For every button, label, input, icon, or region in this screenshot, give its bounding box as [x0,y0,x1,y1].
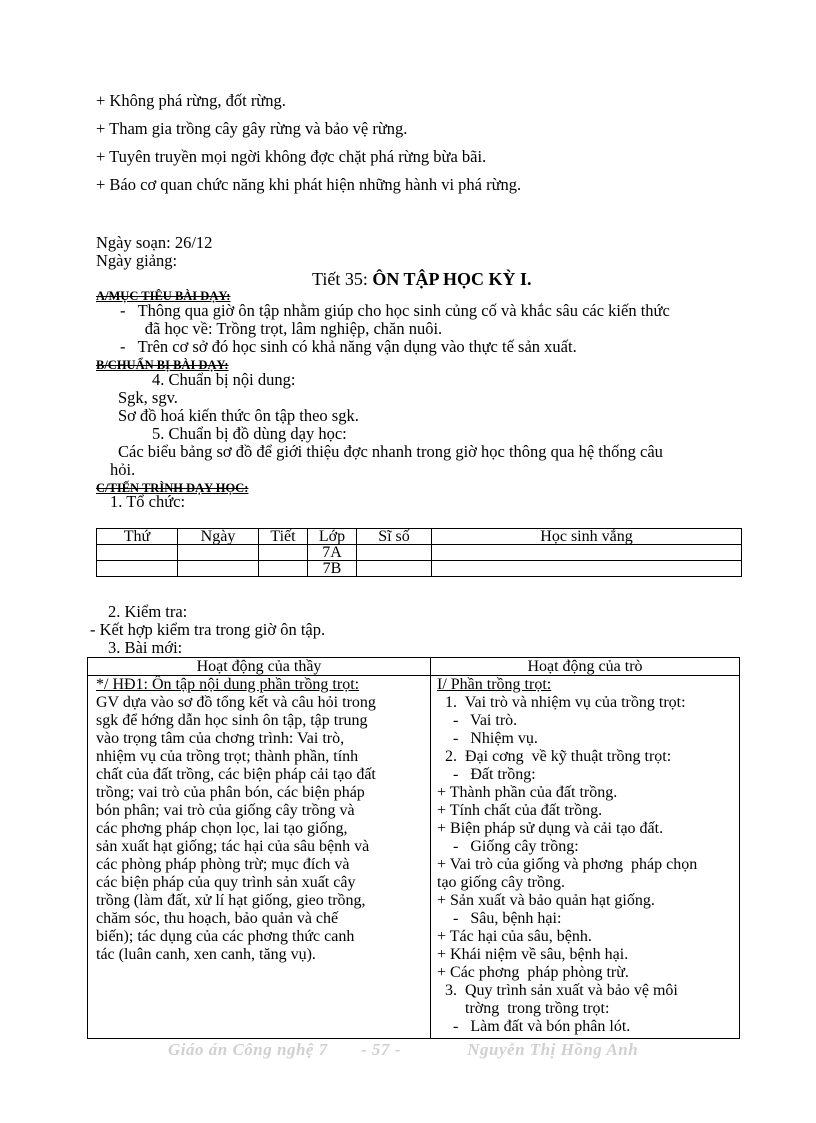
section-b-heading: B/CHUẨN BỊ BÀI DẠY: [96,358,229,372]
student-line: tạo giống cây trồng. [437,874,565,891]
section-b-sgk: Sgk, sgv. [118,388,178,407]
teacher-line: bón phân; vai trò của giống cây trồng và [96,802,355,819]
section-a-item-1: - Thông qua giờ ôn tập nhằm giúp cho học sinh củng cố và khắc sâu các kiến thức [120,301,670,320]
table-cell [432,561,742,577]
teacher-activity-title: */ HĐ1: Ôn tập nội dung phần trồng trọt: [96,676,360,693]
student-line: + Tác hại của sâu, bệnh. [437,928,592,945]
teacher-header: Hoạt động của thầy [88,658,431,676]
student-line: + Thành phần của đất trồng. [437,784,618,801]
student-line: - Sâu, bệnh hại: [437,910,562,927]
student-line: + Tính chất của đất trồng. [437,802,603,819]
col-ngay: Ngày [178,529,259,545]
teacher-line: các phơng pháp chọn lọc, lai tạo giống, [96,820,348,837]
col-hoc-sinh-vang: Học sinh vắng [432,529,742,545]
table-cell: 7B [308,561,357,577]
ngay-soan: Ngày soạn: 26/12 [96,233,213,252]
student-line: - Làm đất và bón phân lót. [437,1018,631,1035]
table-cell [178,545,259,561]
student-line: - Nhiệm vụ. [437,730,538,747]
col-tiet: Tiết [259,529,308,545]
student-line: trờng trong trồng trọt: [437,1000,610,1017]
intro-line-2: + Tham gia trồng cây gây rừng và bảo vệ rừng. [96,119,408,138]
student-column [431,676,740,1039]
section-a-heading: A/MỤC TIÊU BÀI DẠY: [96,289,231,303]
teacher-line: GV dựa vào sơ đồ tổng kết và câu hỏi trong [96,694,376,711]
table-cell [259,561,308,577]
col-thu: Thứ [97,529,178,545]
section-a-item-2: - Trên cơ sở đó học sinh có khả năng vận dụng vào thực tế sản xuất. [120,337,577,356]
section-a-item-1-cont: đã học về: Trồng trọt, lâm nghiệp, chăn nuôi. [120,319,443,338]
lesson-title [312,270,532,288]
table-cell [97,545,178,561]
student-line: 2. Đại cơng về kỹ thuật trồng trọt: [437,748,672,765]
kiem-tra: 2. Kiểm tra: [108,602,188,621]
student-line: + Vai trò của giống và phơng pháp chọn [437,856,698,873]
student-line: + Sản xuất và bảo quản hạt giống. [437,892,655,909]
intro-line-4: + Báo cơ quan chức năng khi phát hiện những hành vi phá rừng. [96,175,522,194]
student-line: - Vai trò. [437,712,518,729]
section-b-bieu-bang-2: hỏi. [110,460,136,479]
table-cell [357,545,432,561]
student-line: + Biện pháp sử dụng và cải tạo đất. [437,820,664,837]
student-line: + Khái niệm về sâu, bệnh hại. [437,946,629,963]
student-line: 1. Vai trò và nhiệm vụ của trồng trọt: [437,694,686,711]
section-b-item-5: 5. Chuẩn bị đồ dùng dạy học: [152,424,347,443]
teacher-line: chất của đất trồng, các biện pháp cải tạo đất [96,766,376,783]
teacher-line: biến); tác dụng của các phơng thức canh [96,928,355,945]
attendance-header-row [97,529,742,545]
student-activity-title: I/ Phần trồng trọt: [437,676,552,693]
student-header: Hoạt động của trò [431,658,740,676]
table-cell [432,545,742,561]
lesson-name: ÔN TẬP HỌC KỲ I. [372,269,532,289]
col-lop: Lớp [308,529,357,545]
teacher-column [88,676,431,1039]
table-cell [97,561,178,577]
section-b-bieu-bang-1: Các biểu bảng sơ đồ để giới thiệu đợc nhanh trong giờ học thông qua hệ thống câu [118,442,663,461]
teacher-line: các biện pháp của quy trình sản xuất cây [96,874,356,891]
attendance-table [96,528,742,577]
ket-hop: - Kết hợp kiểm tra trong giờ ôn tập. [90,620,326,639]
teacher-line: trồng; vai trò của phân bón, các biện pháp [96,784,365,801]
activities-table [87,657,740,1039]
ngay-giang: Ngày giảng: [96,251,178,270]
section-b-item-4: 4. Chuẩn bị nội dung: [152,370,296,389]
activities-header-row [88,658,740,676]
student-line: 3. Quy trình sản xuất và bảo vệ môi [437,982,678,999]
teacher-line: chăm sóc, thu hoạch, bảo quản và chế [96,910,339,927]
teacher-line: trồng (làm đất, xử lí hạt giống, gieo trồng, [96,892,366,909]
col-si-so: Sĩ số [357,529,432,545]
table-cell: 7A [308,545,357,561]
table-cell [357,561,432,577]
intro-line-1: + Không phá rừng, đốt rừng. [96,91,286,110]
teacher-line: nhiệm vụ của trồng trọt; thành phần, tính [96,748,359,765]
teacher-line: tác (luân canh, xen canh, tăng vụ). [96,946,316,963]
table-cell [259,545,308,561]
section-b-so-do: Sơ đồ hoá kiến thức ôn tập theo sgk. [118,406,359,425]
section-c-heading: C/TIẾN TRÌNH DẠY HỌC: [96,481,249,495]
student-line: - Đất trồng: [437,766,536,783]
teacher-line: sgk để hớng dẫn học sinh ôn tập, tập trung [96,712,368,729]
table-row [97,545,742,561]
bai-moi: 3. Bài mới: [108,638,183,657]
table-row [97,561,742,577]
teacher-line: sản xuất hạt giống; tác hại của sâu bệnh và [96,838,370,855]
student-line: - Giống cây trồng: [437,838,579,855]
student-line: + Các phơng pháp phòng trừ. [437,964,629,981]
teacher-line: vào trọng tâm của chơng trình: Vai trò, [96,730,345,747]
page-footer: Giáo án Công nghệ 7 - 57 - Nguyễn Thị Hồng Anh [168,1040,639,1059]
activities-body-row [88,676,740,1039]
intro-line-3: + Tuyên truyền mọi ngời không đợc chặt phá rừng bừa bãi. [96,147,487,166]
teacher-line: các phòng pháp phòng trừ; mục đích và [96,856,350,873]
table-cell [178,561,259,577]
lesson-number: Tiết 35: [312,269,373,289]
section-c-item-1: 1. Tổ chức: [110,492,186,511]
